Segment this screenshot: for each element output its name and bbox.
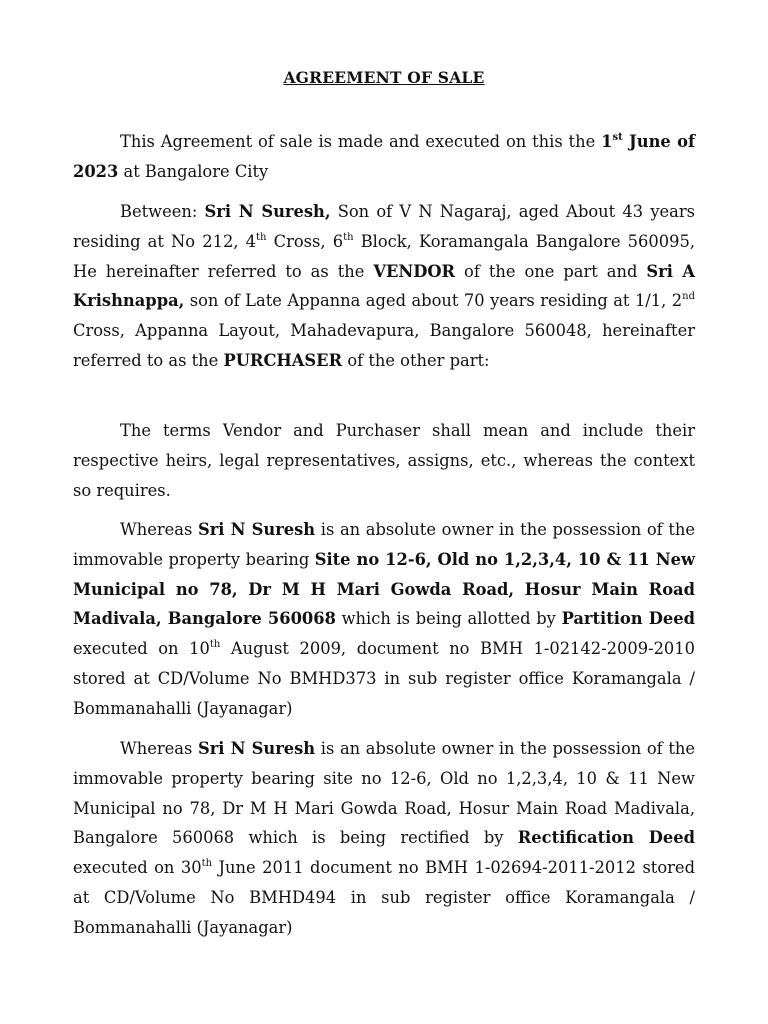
text: August 2009, document no BMH 1-02142-2009-2010 stored at CD/Volume No BMHD373 in sub register office Koramangala / Bommanahalli (Jayanagar) [73,639,695,718]
partition-deed-paragraph [73,515,695,724]
text: Cross, Appanna Layout, Mahadevapura, Bangalore 560048, hereinafter referred to as the [73,321,695,370]
text: which is being allotted by [335,609,562,629]
text: Whereas [120,739,198,758]
opening-paragraph [73,127,695,187]
date-day-suffix: st [612,132,623,143]
deed-type: Rectification Deed [517,828,695,848]
text: of the one part and [455,261,647,281]
document-title: AGREEMENT OF SALE [283,68,485,87]
owner-name: Sri N Suresh [197,739,316,758]
text: Cross, 6 [266,231,344,251]
text: Son of V N Nagaraj, aged About 43 years residing at No 212, 4 [73,202,695,251]
purchaser-name: Sri A Krishnappa, [73,261,695,311]
text: Whereas [120,520,198,539]
text: Between: [120,202,205,221]
deed-type: Partition Deed [561,609,695,629]
owner-name: Sri N Suresh [197,520,316,539]
text: This Agreement of sale is made and executed on this the [120,132,602,151]
text: of the other part: [342,350,490,370]
text: Block, Koramangala Bangalore 560095, He hereinafter referred to as the [73,231,695,281]
vendor-role: VENDOR [373,261,456,281]
parties-paragraph [73,197,695,376]
text: is an absolute owner in the possession of the immovable property bearing [73,520,695,569]
ordinal-suffix: th [209,639,221,651]
text: executed on 30 [73,858,202,878]
text: is an absolute owner in the possession of the immovable property bearing site no 12-6, Old no 1,2,3,4, 10 & 11 New Municipal no 78, Dr M H Mari Gowda Road, Hosur Main Road Madivala, Bangalore 560068 which is being rectified by [73,739,695,848]
vendor-name: Sri N Suresh, [204,202,331,221]
text: son of Late Appanna aged about 70 years residing at 1/1, 2 [184,291,683,311]
ordinal-suffix: nd [682,291,695,303]
date-rest: June of 2023 [73,132,696,181]
text: June 2011 document no BMH 1-02694-2011-2012 stored at CD/Volume No BMHD494 in sub register office Koramangala / Bommanahalli (Jayanagar) [73,858,695,937]
ordinal-suffix: th [343,231,354,243]
rectification-deed-paragraph [73,734,695,943]
purchaser-role: PURCHASER [223,350,343,370]
text: at Bangalore City [118,161,269,181]
text: executed on 10 [73,639,210,659]
ordinal-suffix: th [201,858,213,870]
date-day: 1 [601,132,613,151]
ordinal-suffix: th [256,231,267,243]
property-description: Site no 12-6, Old no 1,2,3,4, 10 & 11 New Municipal no 78, Dr M H Mari Gowda Road, Hosur Main Road Madivala, Bangalore 560068 [73,549,695,629]
terms-paragraph: The terms Vendor and Purchaser shall mean and include their respective heirs, legal representatives, assigns, etc., whereas the context so requires. [73,421,695,500]
